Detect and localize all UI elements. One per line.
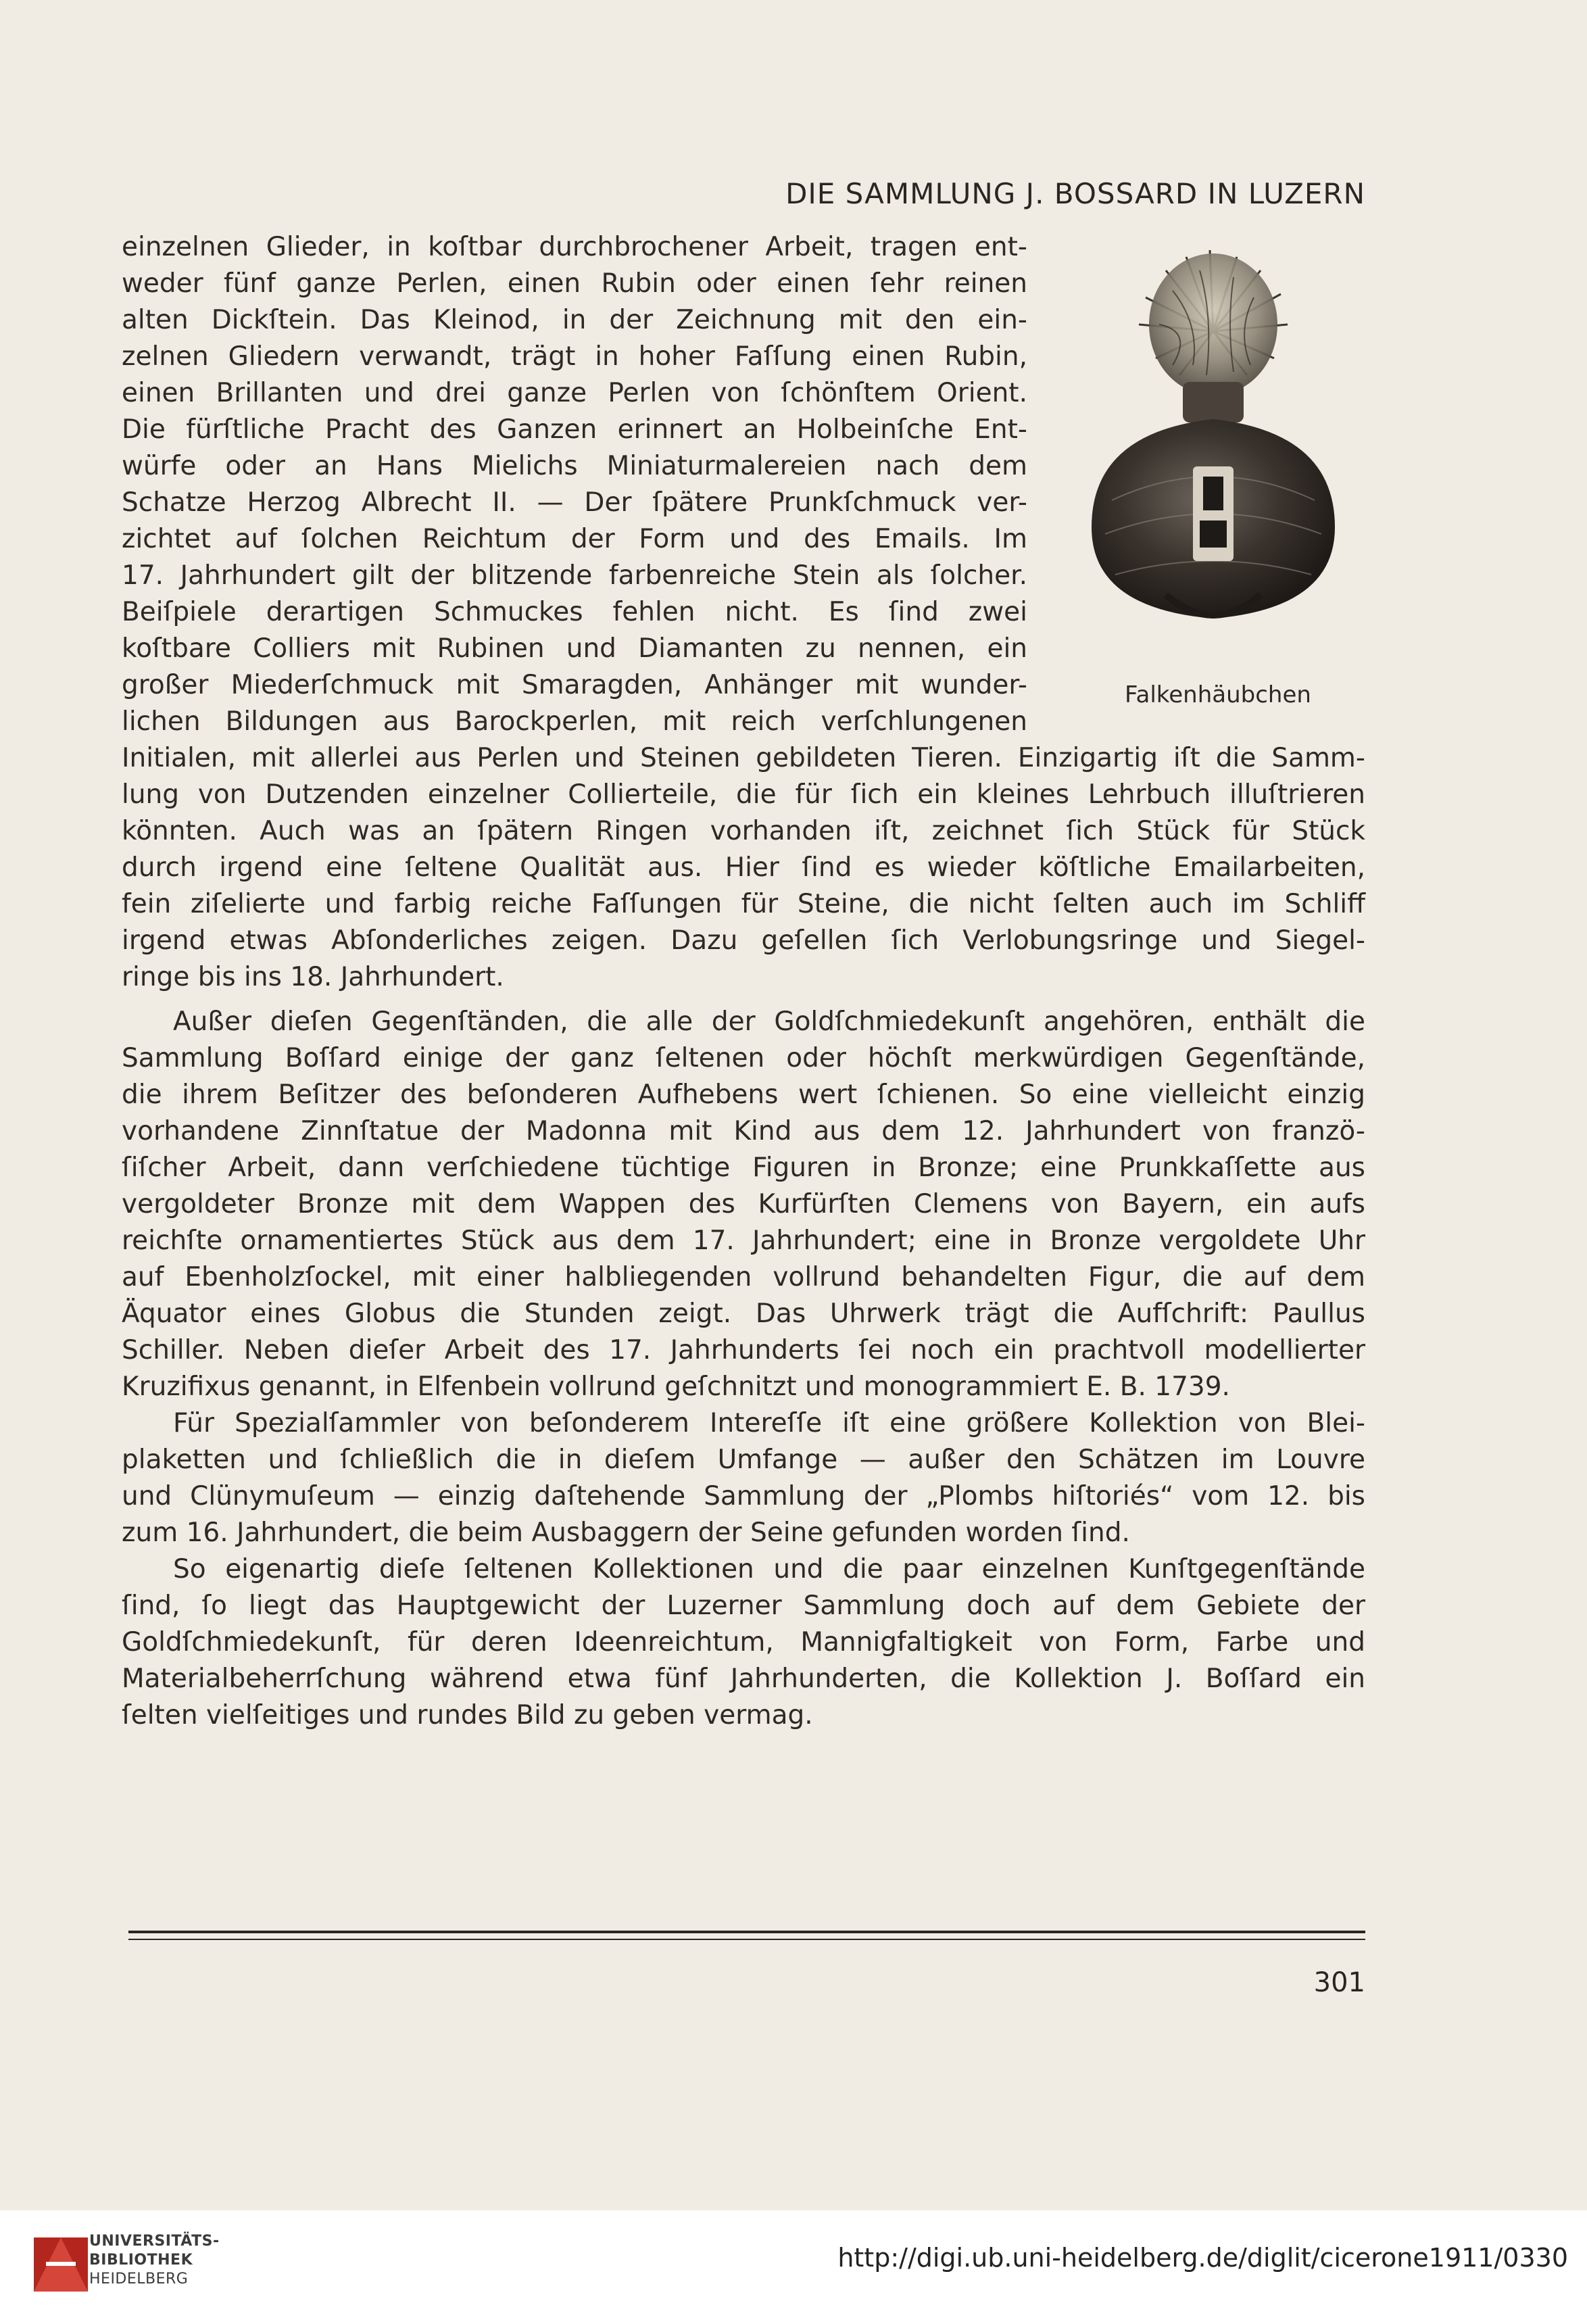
- text-line: weder fünf ganze Perlen, einen Rubin oder einen ſehr reinen: [122, 268, 1027, 299]
- text-line: plaketten und ſchließlich die in dieſem Umfange — außer den Schätzen im Louvre: [122, 1445, 1365, 1475]
- text-line: ſelten vielſeitiges und rundes Bild zu geben vermag.: [122, 1700, 813, 1730]
- text-line: würfe oder an Hans Mielichs Miniaturmalereien nach dem: [122, 451, 1027, 481]
- text-line: koſtbare Colliers mit Rubinen und Diamanten zu nennen, ein: [122, 633, 1027, 664]
- text-line: ringe bis ins 18. Jahrhundert.: [122, 962, 504, 992]
- paragraph-start: Außer dieſen Gegenſtänden, die alle der Goldſchmiedekunſt angehören, enthält die: [173, 1007, 1365, 1037]
- text-line: vergoldeter Bronze mit dem Wappen des Kurfürſten Clemens von Bayern, ein aufs: [122, 1189, 1365, 1219]
- text-line: Kruzifixus genannt, in Elfenbein vollrund geſchnitzt und monogrammiert E. B. 1739.: [122, 1372, 1230, 1402]
- text-line: vorhandene Zinnſtatue der Madonna mit Kind aus dem 12. Jahrhundert von franzö-: [122, 1116, 1365, 1146]
- text-line: zum 16. Jahrhundert, die beim Ausbaggern der Seine gefunden worden ſind.: [122, 1518, 1130, 1548]
- paragraph-start: So eigenartig dieſe ſeltenen Kollektionen und die paar einzelnen Kunſtgegenſtände: [173, 1554, 1365, 1584]
- footer-rule-thin: [128, 1939, 1365, 1940]
- library-name: [89, 2232, 220, 2289]
- text-line: großer Miederſchmuck mit Smaragden, Anhänger mit wunder-: [122, 670, 1027, 700]
- paragraph-start: Für Spezialſammler von beſonderem Intereſſe iſt eine größere Kollektion von Blei-: [173, 1408, 1365, 1438]
- text-line: die ihrem Beſitzer des beſonderen Aufhebens wert ſchienen. So eine vielleicht einzig: [122, 1080, 1365, 1110]
- page-number: 301: [1313, 1967, 1365, 1998]
- text-line: Goldſchmiedekunſt, für deren Ideenreichtum, Mannigfaltigkeit von Form, Farbe und: [122, 1627, 1365, 1657]
- footer-rule: [128, 1931, 1365, 1933]
- text-line: lung von Dutzenden einzelner Collierteile, die für ſich ein kleines Lehrbuch illuſtrieren: [122, 779, 1365, 810]
- falcon-hood-photo: [1065, 230, 1362, 662]
- text-line: könnten. Auch was an ſpätern Ringen vorhanden iſt, zeichnet ſich Stück für Stück: [122, 816, 1365, 846]
- running-head: DIE SAMMLUNG J. BOSSARD IN LUZERN: [785, 177, 1365, 210]
- text-line: fein ziſelierte und farbig reiche Faſſungen für Steine, die nicht ſelten auch im Schliff: [122, 889, 1365, 919]
- text-line: und Clünymuſeum — einzig daſtehende Sammlung der „Plombs hiſtoriés“ vom 12. bis: [122, 1481, 1365, 1511]
- text-line: Beiſpiele derartigen Schmuckes fehlen nicht. Es ſind zwei: [122, 597, 1027, 627]
- text-line: 17. Jahrhundert gilt der blitzende farbenreiche Stein als ſolcher.: [122, 560, 1027, 591]
- text-line: Schatze Herzog Albrecht II. — Der ſpätere Prunkſchmuck ver-: [122, 487, 1027, 518]
- text-line: ſind, ſo liegt das Hauptgewicht der Luzerner Sammlung doch auf dem Gebiete der: [122, 1591, 1365, 1621]
- text-line: lichen Bildungen aus Barockperlen, mit reich verſchlungenen: [122, 706, 1027, 737]
- text-line: zichtet auf ſolchen Reichtum der Form und des Emails. Im: [122, 524, 1027, 554]
- text-line: auf Ebenholzſockel, mit einer halbliegenden vollrund behandelten Figur, die auf dem: [122, 1262, 1365, 1292]
- text-line: ſiſcher Arbeit, dann verſchiedene tüchtige Figuren in Bronze; eine Prunkkaſſette aus: [122, 1153, 1365, 1183]
- text-line: alten Dickſtein. Das Kleinod, in der Zeichnung mit den ein-: [122, 305, 1027, 335]
- text-line: irgend etwas Abſonderliches zeigen. Dazu geſellen ſich Verlobungsringe und Siegel-: [122, 925, 1365, 956]
- text-line: einen Brillanten und drei ganze Perlen von ſchönſtem Orient.: [122, 378, 1027, 408]
- text-line: reichſte ornamentiertes Stück aus dem 17. Jahrhundert; eine in Bronze vergoldete Uhr: [122, 1226, 1365, 1256]
- text-line: Äquator eines Globus die Stunden zeigt. Das Uhrwerk trägt die Aufſchrift: Paullus: [122, 1299, 1365, 1329]
- text-line: Materialbeherrſchung während etwa fünf Jahrhunderten, die Kollektion J. Boſſard ein: [122, 1664, 1365, 1694]
- text-line: zelnen Gliedern verwandt, trägt in hoher Faſſung einen Rubin,: [122, 341, 1027, 372]
- text-line: Sammlung Boſſard einige der ganz ſeltenen oder höchſt merkwürdigen Gegenſtände,: [122, 1043, 1365, 1073]
- text-line: Initialen, mit allerlei aus Perlen und Steinen gebildeten Tieren. Einzigartig iſt die Samm-: [122, 743, 1365, 773]
- source-url-link[interactable]: http://digi.ub.uni-heidelberg.de/diglit/cicerone1911/0330: [837, 2243, 1568, 2273]
- text-line: durch irgend eine ſeltene Qualität aus. Hier ſind es wieder köſtliche Emailarbeiten,: [122, 852, 1365, 883]
- text-line: Schiller. Neben dieſer Arbeit des 17. Jahrhunderts ſei noch ein prachtvoll modellierter: [122, 1335, 1365, 1365]
- figure-caption: Falkenhäubchen: [1125, 681, 1311, 708]
- text-line: einzelnen Glieder, in koſtbar durchbrochener Arbeit, tragen ent-: [122, 232, 1027, 262]
- library-name-line: HEIDELBERG: [89, 2271, 189, 2287]
- library-name-line: UNIVERSITÄTS-: [89, 2233, 220, 2250]
- library-name-line: BIBLIOTHEK: [89, 2252, 193, 2269]
- text-line: Die fürſtliche Pracht des Ganzen erinnert an Holbeinſche Ent-: [122, 414, 1027, 445]
